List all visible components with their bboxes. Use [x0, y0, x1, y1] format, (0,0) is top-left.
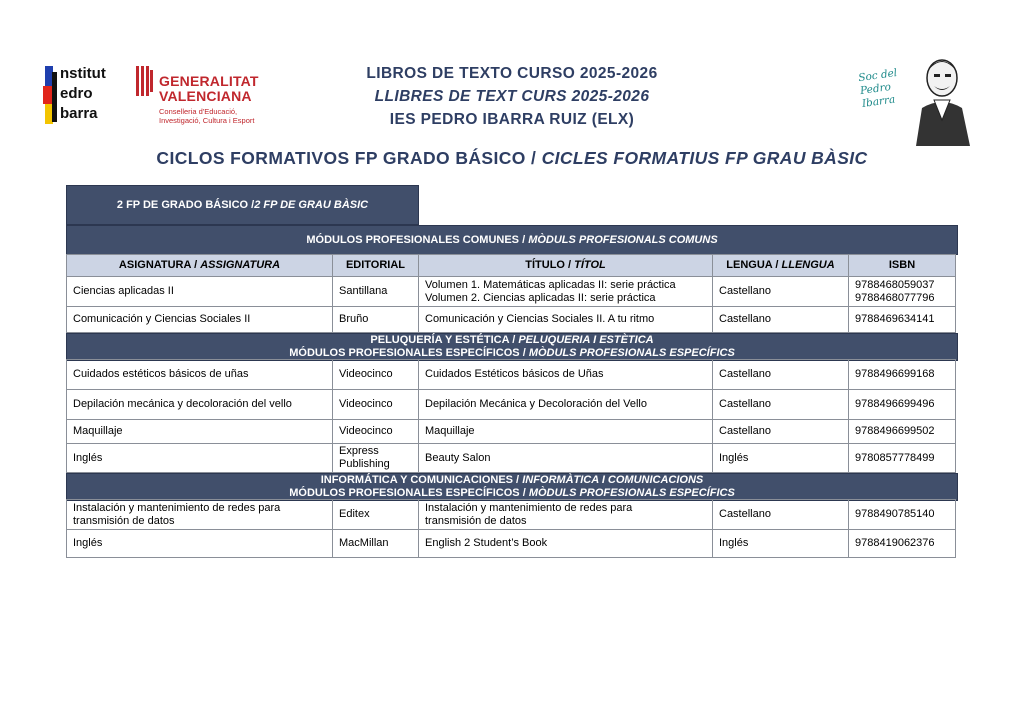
logo-word-2: edro	[60, 85, 93, 102]
cell-titulo: Comunicación y Ciencias Sociales II. A tu ritmo	[418, 306, 713, 333]
band-specific-va-2: MÒDULS PROFESIONALS ESPECÍFICS	[528, 487, 735, 499]
title-school: IES PEDRO IBARRA RUIZ (ELX)	[389, 111, 635, 128]
table-row	[66, 500, 958, 531]
generalitat-name-line1: GENERALITAT	[159, 73, 259, 89]
logo-word-1: nstitut	[60, 65, 106, 82]
cell-asignatura-line1: Instalación y mantenimiento de redes para	[73, 501, 281, 514]
generalitat-name	[159, 74, 259, 104]
cell-asignatura: Inglés	[66, 443, 333, 473]
band-peluqueria-va: PELUQUERIA I ESTÈTICA	[518, 334, 654, 346]
cell-titulo: Beauty Salon	[418, 443, 713, 473]
cell-titulo: Cuidados Estéticos básicos de Uñas	[418, 359, 713, 390]
table-header-row	[66, 255, 958, 278]
cell-lengua: Castellano	[712, 389, 849, 420]
cell-editorial: Bruño	[332, 306, 419, 333]
cell-asignatura: Maquillaje	[66, 419, 333, 444]
cell-editorial-line2: Publishing	[339, 458, 390, 470]
school-logo-mark	[43, 66, 57, 124]
signature-soc-del-pedro-ibarra	[858, 64, 923, 111]
cell-isbn	[848, 276, 956, 307]
cell-asignatura: Inglés	[66, 529, 333, 558]
col-header-titulo	[418, 254, 713, 277]
band-common-modules-text	[67, 234, 957, 247]
cell-lengua: Castellano	[712, 499, 849, 530]
cell-asignatura: Ciencias aplicadas II	[66, 276, 333, 307]
cell-lengua: Castellano	[712, 306, 849, 333]
band-informatica	[66, 473, 958, 501]
cell-editorial: Santillana	[332, 276, 419, 307]
cell-isbn: 9788419062376	[848, 529, 956, 558]
cell-asignatura	[66, 499, 333, 530]
school-logo	[43, 64, 133, 126]
cell-lengua: Inglés	[712, 529, 849, 558]
cell-editorial: Videocinco	[332, 389, 419, 420]
table-row	[66, 420, 958, 445]
cell-titulo-line1: Volumen 1. Matemáticas aplicadas II: serie práctica	[425, 278, 676, 291]
band-peluqueria-es: PELUQUERÍA Y ESTÉTICA /	[370, 334, 519, 346]
col-header-isbn: ISBN	[848, 254, 956, 277]
cell-isbn: 9788469634141	[848, 306, 956, 333]
cell-isbn: 9788490785140	[848, 499, 956, 530]
generalitat-name-line2: VALENCIANA	[159, 88, 252, 104]
cell-titulo-line1: Instalación y mantenimiento de redes para	[425, 501, 633, 514]
title-va: LLIBRES DE TEXT CURS 2025-2026	[374, 88, 650, 105]
course-tab-va: 2 FP DE GRAU BÀSIC	[254, 199, 369, 211]
logo-word-3: barra	[60, 105, 98, 122]
cell-editorial: Videocinco	[332, 359, 419, 390]
cell-isbn: 9788496699496	[848, 389, 956, 420]
band-peluqueria-line1	[67, 334, 957, 347]
section-title-va: CICLES FORMATIUS FP GRAU BÀSIC	[541, 148, 868, 168]
cell-editorial: MacMillan	[332, 529, 419, 558]
cell-titulo: Maquillaje	[418, 419, 713, 444]
cell-titulo	[418, 276, 713, 307]
cell-titulo-line2: transmisión de datos	[425, 514, 527, 527]
table-row	[66, 307, 958, 334]
section-title-es: CICLOS FORMATIVOS FP GRADO BÁSICO /	[156, 148, 542, 168]
school-logo-words	[60, 64, 106, 124]
col-lengua-va: LLENGUA	[781, 259, 835, 271]
section-title	[40, 148, 984, 169]
cell-isbn: 9788496699502	[848, 419, 956, 444]
generalitat-emblem-icon	[134, 66, 154, 96]
band-specific-es: MÓDULOS PROFESIONALES ESPECÍFICOS /	[289, 347, 529, 359]
logo-bar-black	[52, 72, 57, 122]
cell-isbn-line2: 9788468077796	[855, 291, 935, 304]
cell-editorial	[332, 443, 419, 473]
cell-asignatura: Comunicación y Ciencias Sociales II	[66, 306, 333, 333]
cell-lengua: Inglés	[712, 443, 849, 473]
band-informatica-es: INFORMÁTICA Y COMUNICACIONES /	[320, 474, 523, 486]
col-asignatura-va: ASSIGNATURA	[200, 259, 281, 271]
col-titulo-va: TÍTOL	[574, 259, 606, 271]
document-titles	[250, 62, 774, 131]
table-row	[66, 360, 958, 391]
band-informatica-va: INFORMÀTICA I COMUNICACIONS	[522, 474, 704, 486]
cell-lengua: Castellano	[712, 276, 849, 307]
conselleria-line1: Conselleria d'Educació,	[159, 107, 238, 116]
cell-editorial: Editex	[332, 499, 419, 530]
cell-isbn: 9788496699168	[848, 359, 956, 390]
band-peluqueria	[66, 333, 958, 361]
course-tab-label	[66, 185, 419, 225]
title-es: LIBROS DE TEXTO CURSO 2025-2026	[366, 65, 658, 82]
table-row	[66, 530, 958, 559]
col-lengua-es: LENGUA /	[726, 259, 782, 271]
col-header-asignatura	[66, 254, 333, 277]
band-common-va: MÒDULS PROFESIONALS COMUNS	[528, 233, 718, 246]
col-header-lengua	[712, 254, 849, 277]
signature-line2: Pedro	[859, 80, 892, 98]
table-row	[66, 444, 958, 474]
table-row	[66, 390, 958, 421]
cell-editorial-line1: Express	[339, 445, 379, 457]
cell-asignatura-line2: transmisión de datos	[73, 514, 175, 527]
cell-lengua: Castellano	[712, 419, 849, 444]
col-titulo-es: TÍTULO /	[525, 259, 575, 271]
band-common-es: MÓDULOS PROFESIONALES COMUNES /	[306, 233, 529, 246]
cell-titulo: Depilación Mecánica y Decoloración del Vello	[418, 389, 713, 420]
table-row	[66, 277, 958, 308]
cell-asignatura: Depilación mecánica y decoloración del vello	[66, 389, 333, 420]
band-specific-va: MÒDULS PROFESIONALS ESPECÍFICS	[528, 347, 735, 359]
cell-isbn-line1: 9788468059037	[855, 278, 935, 291]
signature-line3: Ibarra	[861, 93, 896, 110]
cell-titulo	[418, 499, 713, 530]
band-specific-es-2: MÓDULOS PROFESIONALES ESPECÍFICOS /	[289, 487, 529, 499]
band-informatica-line1	[67, 474, 957, 487]
col-header-editorial: EDITORIAL	[332, 254, 419, 277]
cell-editorial: Videocinco	[332, 419, 419, 444]
course-tab-es: 2 FP DE GRADO BÁSICO /	[116, 199, 255, 211]
col-asignatura-es: ASIGNATURA /	[118, 259, 201, 271]
cell-isbn: 9780857778499	[848, 443, 956, 473]
cell-asignatura: Cuidados estéticos básicos de uñas	[66, 359, 333, 390]
cell-titulo-line2: Volumen 2. Ciencias aplicadas II: serie práctica	[425, 291, 656, 304]
conselleria-line2: Investigació, Cultura i Esport	[159, 116, 255, 125]
cell-titulo: English 2 Student’s Book	[418, 529, 713, 558]
band-common-modules	[66, 225, 958, 255]
cell-lengua: Castellano	[712, 359, 849, 390]
signature-line1: Soc del	[857, 66, 898, 85]
